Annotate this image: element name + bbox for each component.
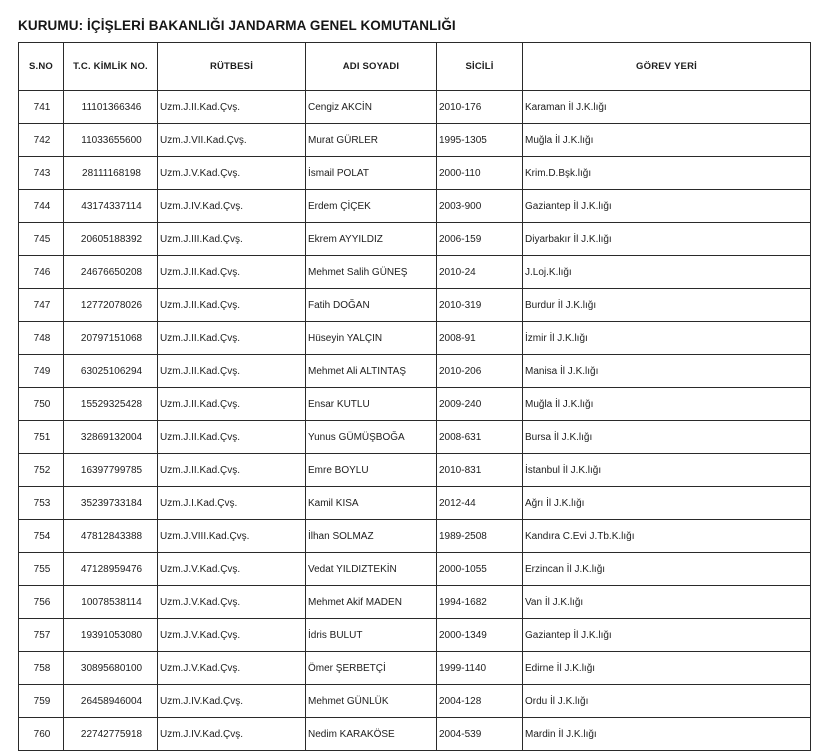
column-header-duty-station: GÖREV YERİ	[523, 43, 811, 91]
cell-sno: 754	[19, 520, 64, 553]
table-row	[19, 256, 811, 289]
cell-name: Kamil KISA	[306, 487, 437, 520]
cell-rank: Uzm.J.IV.Kad.Çvş.	[158, 718, 306, 751]
cell-sno: 756	[19, 586, 64, 619]
cell-name: İsmail POLAT	[306, 157, 437, 190]
cell-registry: 2006-159	[437, 223, 523, 256]
cell-duty-station: Muğla İl J.K.lığı	[523, 124, 811, 157]
cell-sno: 744	[19, 190, 64, 223]
cell-duty-station: Diyarbakır İl J.K.lığı	[523, 223, 811, 256]
cell-registry: 2008-631	[437, 421, 523, 454]
cell-tc-id: 20797151068	[64, 322, 158, 355]
table-row	[19, 454, 811, 487]
table-row	[19, 91, 811, 124]
cell-sno: 753	[19, 487, 64, 520]
cell-registry: 2010-206	[437, 355, 523, 388]
cell-duty-station: İzmir İl J.K.lığı	[523, 322, 811, 355]
cell-duty-station: Bursa İl J.K.lığı	[523, 421, 811, 454]
cell-tc-id: 19391053080	[64, 619, 158, 652]
cell-tc-id: 11101366346	[64, 91, 158, 124]
table-body	[19, 91, 811, 751]
cell-tc-id: 43174337114	[64, 190, 158, 223]
cell-duty-station: Ağrı İl J.K.lığı	[523, 487, 811, 520]
table-row	[19, 652, 811, 685]
table-row	[19, 289, 811, 322]
cell-name: Hüseyin YALÇIN	[306, 322, 437, 355]
cell-duty-station: Kandıra C.Evi J.Tb.K.lığı	[523, 520, 811, 553]
cell-rank: Uzm.J.V.Kad.Çvş.	[158, 553, 306, 586]
cell-rank: Uzm.J.II.Kad.Çvş.	[158, 355, 306, 388]
cell-tc-id: 11033655600	[64, 124, 158, 157]
document-title: KURUMU: İÇİŞLERİ BAKANLIĞI JANDARMA GENEL KOMUTANLIĞI	[18, 18, 456, 33]
table-row	[19, 553, 811, 586]
table-row	[19, 388, 811, 421]
table-row	[19, 520, 811, 553]
cell-name: Fatih DOĞAN	[306, 289, 437, 322]
cell-tc-id: 22742775918	[64, 718, 158, 751]
cell-name: Mehmet GÜNLÜK	[306, 685, 437, 718]
table-row	[19, 157, 811, 190]
cell-name: Nedim KARAKÖSE	[306, 718, 437, 751]
cell-registry: 2000-1055	[437, 553, 523, 586]
cell-name: Murat GÜRLER	[306, 124, 437, 157]
cell-name: Vedat YILDIZTEKİN	[306, 553, 437, 586]
cell-duty-station: Karaman İl J.K.lığı	[523, 91, 811, 124]
cell-registry: 2000-110	[437, 157, 523, 190]
cell-rank: Uzm.J.VIII.Kad.Çvş.	[158, 520, 306, 553]
cell-duty-station: Mardin İl J.K.lığı	[523, 718, 811, 751]
cell-registry: 1994-1682	[437, 586, 523, 619]
cell-rank: Uzm.J.V.Kad.Çvş.	[158, 652, 306, 685]
cell-tc-id: 20605188392	[64, 223, 158, 256]
cell-name: Erdem ÇİÇEK	[306, 190, 437, 223]
cell-sno: 752	[19, 454, 64, 487]
cell-duty-station: Gaziantep İl J.K.lığı	[523, 190, 811, 223]
cell-sno: 760	[19, 718, 64, 751]
cell-tc-id: 26458946004	[64, 685, 158, 718]
cell-tc-id: 28111168198	[64, 157, 158, 190]
cell-registry: 2009-240	[437, 388, 523, 421]
cell-tc-id: 30895680100	[64, 652, 158, 685]
cell-tc-id: 35239733184	[64, 487, 158, 520]
cell-name: Ensar KUTLU	[306, 388, 437, 421]
table-row	[19, 190, 811, 223]
cell-name: Yunus GÜMÜŞBOĞA	[306, 421, 437, 454]
table-row	[19, 586, 811, 619]
cell-rank: Uzm.J.II.Kad.Çvş.	[158, 454, 306, 487]
cell-sno: 746	[19, 256, 64, 289]
cell-tc-id: 12772078026	[64, 289, 158, 322]
cell-duty-station: İstanbul İl J.K.lığı	[523, 454, 811, 487]
cell-rank: Uzm.J.V.Kad.Çvş.	[158, 157, 306, 190]
cell-rank: Uzm.J.I.Kad.Çvş.	[158, 487, 306, 520]
cell-rank: Uzm.J.VII.Kad.Çvş.	[158, 124, 306, 157]
cell-tc-id: 16397799785	[64, 454, 158, 487]
table-row	[19, 223, 811, 256]
cell-tc-id: 32869132004	[64, 421, 158, 454]
cell-tc-id: 10078538114	[64, 586, 158, 619]
table-row	[19, 718, 811, 751]
cell-registry: 2010-24	[437, 256, 523, 289]
column-header-name: ADI SOYADI	[306, 43, 437, 91]
table-row	[19, 487, 811, 520]
cell-duty-station: Burdur İl J.K.lığı	[523, 289, 811, 322]
cell-duty-station: Erzincan İl J.K.lığı	[523, 553, 811, 586]
cell-duty-station: Muğla İl J.K.lığı	[523, 388, 811, 421]
cell-tc-id: 47128959476	[64, 553, 158, 586]
column-header-sno: S.NO	[19, 43, 64, 91]
cell-name: Mehmet Salih GÜNEŞ	[306, 256, 437, 289]
cell-tc-id: 47812843388	[64, 520, 158, 553]
table-row	[19, 421, 811, 454]
cell-duty-station: Ordu İl J.K.lığı	[523, 685, 811, 718]
cell-sno: 741	[19, 91, 64, 124]
table-row	[19, 619, 811, 652]
cell-registry: 2000-1349	[437, 619, 523, 652]
cell-sno: 758	[19, 652, 64, 685]
cell-rank: Uzm.J.II.Kad.Çvş.	[158, 421, 306, 454]
cell-tc-id: 15529325428	[64, 388, 158, 421]
cell-name: Ekrem AYYILDIZ	[306, 223, 437, 256]
cell-duty-station: Edirne İl J.K.lığı	[523, 652, 811, 685]
cell-registry: 2003-900	[437, 190, 523, 223]
cell-duty-station: Van İl J.K.lığı	[523, 586, 811, 619]
cell-sno: 755	[19, 553, 64, 586]
table-row	[19, 124, 811, 157]
cell-rank: Uzm.J.II.Kad.Çvş.	[158, 289, 306, 322]
cell-duty-station: J.Loj.K.lığı	[523, 256, 811, 289]
cell-sno: 747	[19, 289, 64, 322]
cell-rank: Uzm.J.IV.Kad.Çvş.	[158, 685, 306, 718]
cell-sno: 750	[19, 388, 64, 421]
cell-duty-station: Manisa İl J.K.lığı	[523, 355, 811, 388]
personnel-table	[18, 42, 811, 751]
cell-rank: Uzm.J.V.Kad.Çvş.	[158, 586, 306, 619]
cell-name: İlhan SOLMAZ	[306, 520, 437, 553]
cell-registry: 2004-128	[437, 685, 523, 718]
cell-registry: 1999-1140	[437, 652, 523, 685]
cell-sno: 742	[19, 124, 64, 157]
cell-registry: 1995-1305	[437, 124, 523, 157]
cell-sno: 743	[19, 157, 64, 190]
cell-registry: 1989-2508	[437, 520, 523, 553]
cell-name: İdris BULUT	[306, 619, 437, 652]
cell-rank: Uzm.J.IV.Kad.Çvş.	[158, 190, 306, 223]
cell-duty-station: Gaziantep İl J.K.lığı	[523, 619, 811, 652]
cell-sno: 749	[19, 355, 64, 388]
cell-name: Ömer ŞERBETÇİ	[306, 652, 437, 685]
cell-rank: Uzm.J.II.Kad.Çvş.	[158, 91, 306, 124]
cell-name: Mehmet Ali ALTINTAŞ	[306, 355, 437, 388]
cell-registry: 2008-91	[437, 322, 523, 355]
cell-registry: 2010-176	[437, 91, 523, 124]
cell-duty-station: Krim.D.Bşk.lığı	[523, 157, 811, 190]
cell-sno: 757	[19, 619, 64, 652]
cell-rank: Uzm.J.III.Kad.Çvş.	[158, 223, 306, 256]
cell-rank: Uzm.J.II.Kad.Çvş.	[158, 256, 306, 289]
cell-name: Mehmet Akif MADEN	[306, 586, 437, 619]
cell-name: Emre BOYLU	[306, 454, 437, 487]
table-header-row	[19, 43, 811, 91]
cell-rank: Uzm.J.II.Kad.Çvş.	[158, 322, 306, 355]
cell-tc-id: 63025106294	[64, 355, 158, 388]
cell-tc-id: 24676650208	[64, 256, 158, 289]
table-row	[19, 355, 811, 388]
table-row	[19, 685, 811, 718]
column-header-registry: SİCİLİ	[437, 43, 523, 91]
column-header-tc-id: T.C. KİMLİK NO.	[64, 43, 158, 91]
cell-registry: 2010-319	[437, 289, 523, 322]
table-row	[19, 322, 811, 355]
cell-registry: 2012-44	[437, 487, 523, 520]
cell-sno: 759	[19, 685, 64, 718]
cell-registry: 2010-831	[437, 454, 523, 487]
column-header-rank: RÜTBESİ	[158, 43, 306, 91]
cell-name: Cengiz AKCİN	[306, 91, 437, 124]
cell-rank: Uzm.J.II.Kad.Çvş.	[158, 388, 306, 421]
cell-sno: 751	[19, 421, 64, 454]
cell-registry: 2004-539	[437, 718, 523, 751]
cell-rank: Uzm.J.V.Kad.Çvş.	[158, 619, 306, 652]
cell-sno: 748	[19, 322, 64, 355]
cell-sno: 745	[19, 223, 64, 256]
